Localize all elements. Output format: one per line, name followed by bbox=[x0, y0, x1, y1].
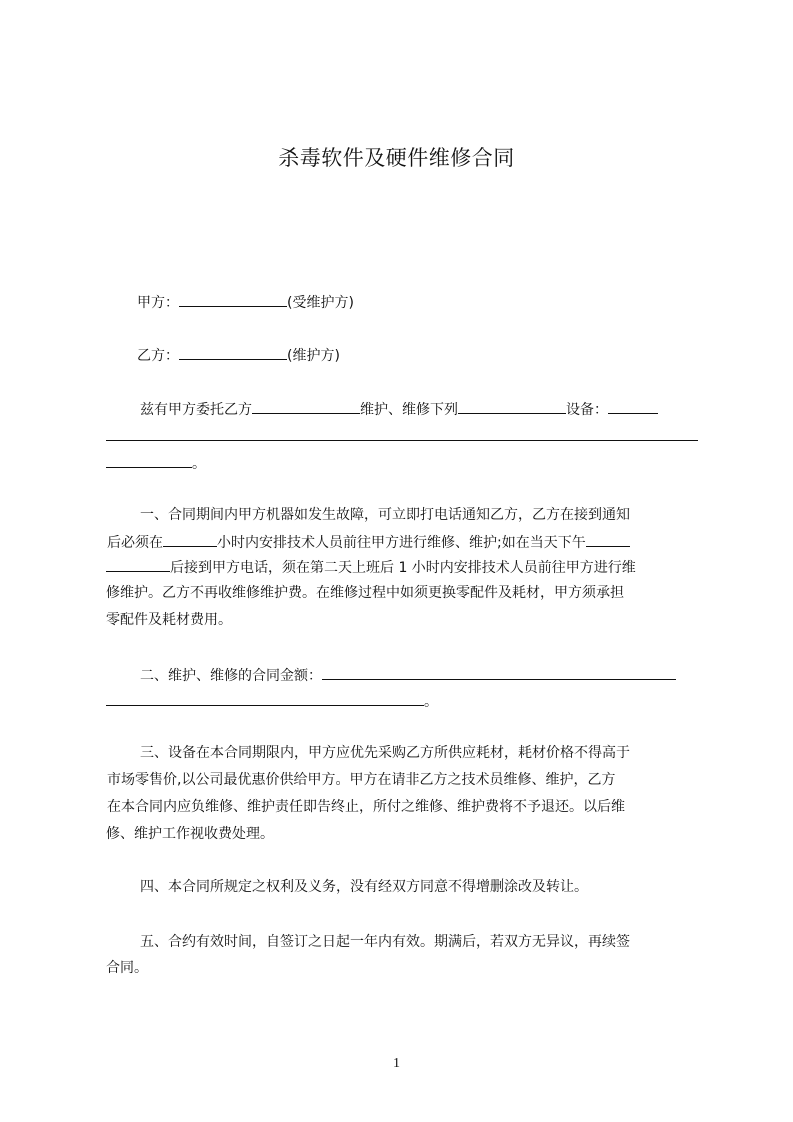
party-b-blank bbox=[179, 345, 287, 360]
clause3-line-4: 修、维护工作视收费处理。 bbox=[106, 826, 274, 842]
clause2-line-2 bbox=[106, 691, 438, 712]
clause5-line-1: 五、合约有效时间，自签订之日起一年内有效。期满后，若双方无异议，再续签 bbox=[140, 934, 630, 950]
clause1-line-1: 一、合同期间内甲方机器如发生故障，可立即打电话通知乙方，乙方在接到通知 bbox=[140, 507, 630, 523]
clause2-amount-blank-2 bbox=[106, 691, 424, 706]
intro-text-2: 维护、维修下列 bbox=[360, 402, 458, 418]
intro-blank-1 bbox=[252, 399, 360, 414]
clause3-line-1: 三、设备在本合同期限内，甲方应优先采购乙方所供应耗材，耗材价格不得高于 bbox=[140, 745, 630, 761]
clause3-line-3: 在本合同内应负维修、维护责任即告终止，所付之维修、维护费将不予退还。以后维 bbox=[107, 799, 625, 815]
intro-blank-2 bbox=[458, 399, 566, 414]
clause5-line-2: 合同。 bbox=[106, 960, 148, 976]
clause4-line: 四、本合同所规定之权利及义务，没有经双方同意不得增删涂改及转让。 bbox=[140, 879, 588, 895]
clause1-time-blank-2 bbox=[106, 557, 170, 572]
party-a-blank bbox=[179, 292, 287, 307]
party-a-label: 甲方： bbox=[137, 295, 179, 311]
page-number: 1 bbox=[393, 1056, 400, 1071]
clause1-line-4: 修维护。乙方不再收维修维护费。在维修过程中如须更换零配件及耗材，甲方须承担 bbox=[106, 585, 624, 601]
clause2-end: 。 bbox=[424, 694, 438, 710]
clause3-line-2: 市场零售价,以公司最优惠价供给甲方。甲方在请非乙方之技术员维修、维护，乙方 bbox=[107, 772, 616, 788]
clause2-line-1 bbox=[140, 665, 676, 686]
clause1-line-2 bbox=[107, 532, 630, 553]
intro-blank-3 bbox=[608, 399, 658, 414]
intro-blank-4 bbox=[106, 426, 698, 441]
clause1-text-3: 后接到甲方电话，须在第二天上班后 1 小时内安排技术人员前往甲方进行维 bbox=[170, 560, 636, 576]
clause1-text-2b: 小时内安排技术人员前往甲方进行维修、维护;如在当天下午 bbox=[217, 535, 586, 551]
clause1-time-blank-1 bbox=[586, 532, 630, 547]
party-a-suffix: (受维护方) bbox=[287, 295, 354, 311]
party-b-line bbox=[137, 345, 340, 366]
intro-line-2 bbox=[106, 426, 698, 447]
party-b-suffix: (维护方) bbox=[287, 348, 340, 364]
intro-line-3 bbox=[106, 453, 206, 474]
document-title: 杀毒软件及硬件维修合同 bbox=[278, 146, 515, 170]
intro-text-3: 设备： bbox=[566, 402, 608, 418]
party-a-line bbox=[137, 292, 354, 313]
clause1-line-3 bbox=[106, 557, 636, 578]
clause1-hours-blank bbox=[163, 532, 217, 547]
clause2-amount-blank-1 bbox=[322, 665, 676, 680]
clause1-text-2a: 后必须在 bbox=[107, 535, 163, 551]
party-b-label: 乙方： bbox=[137, 348, 179, 364]
intro-text-1: 兹有甲方委托乙方 bbox=[140, 402, 252, 418]
intro-line-1 bbox=[140, 399, 658, 420]
clause2-label: 二、维护、维修的合同金额： bbox=[140, 668, 322, 684]
intro-end: 。 bbox=[192, 456, 206, 472]
intro-blank-5 bbox=[106, 453, 192, 468]
clause1-line-5: 零配件及耗材费用。 bbox=[106, 612, 232, 628]
